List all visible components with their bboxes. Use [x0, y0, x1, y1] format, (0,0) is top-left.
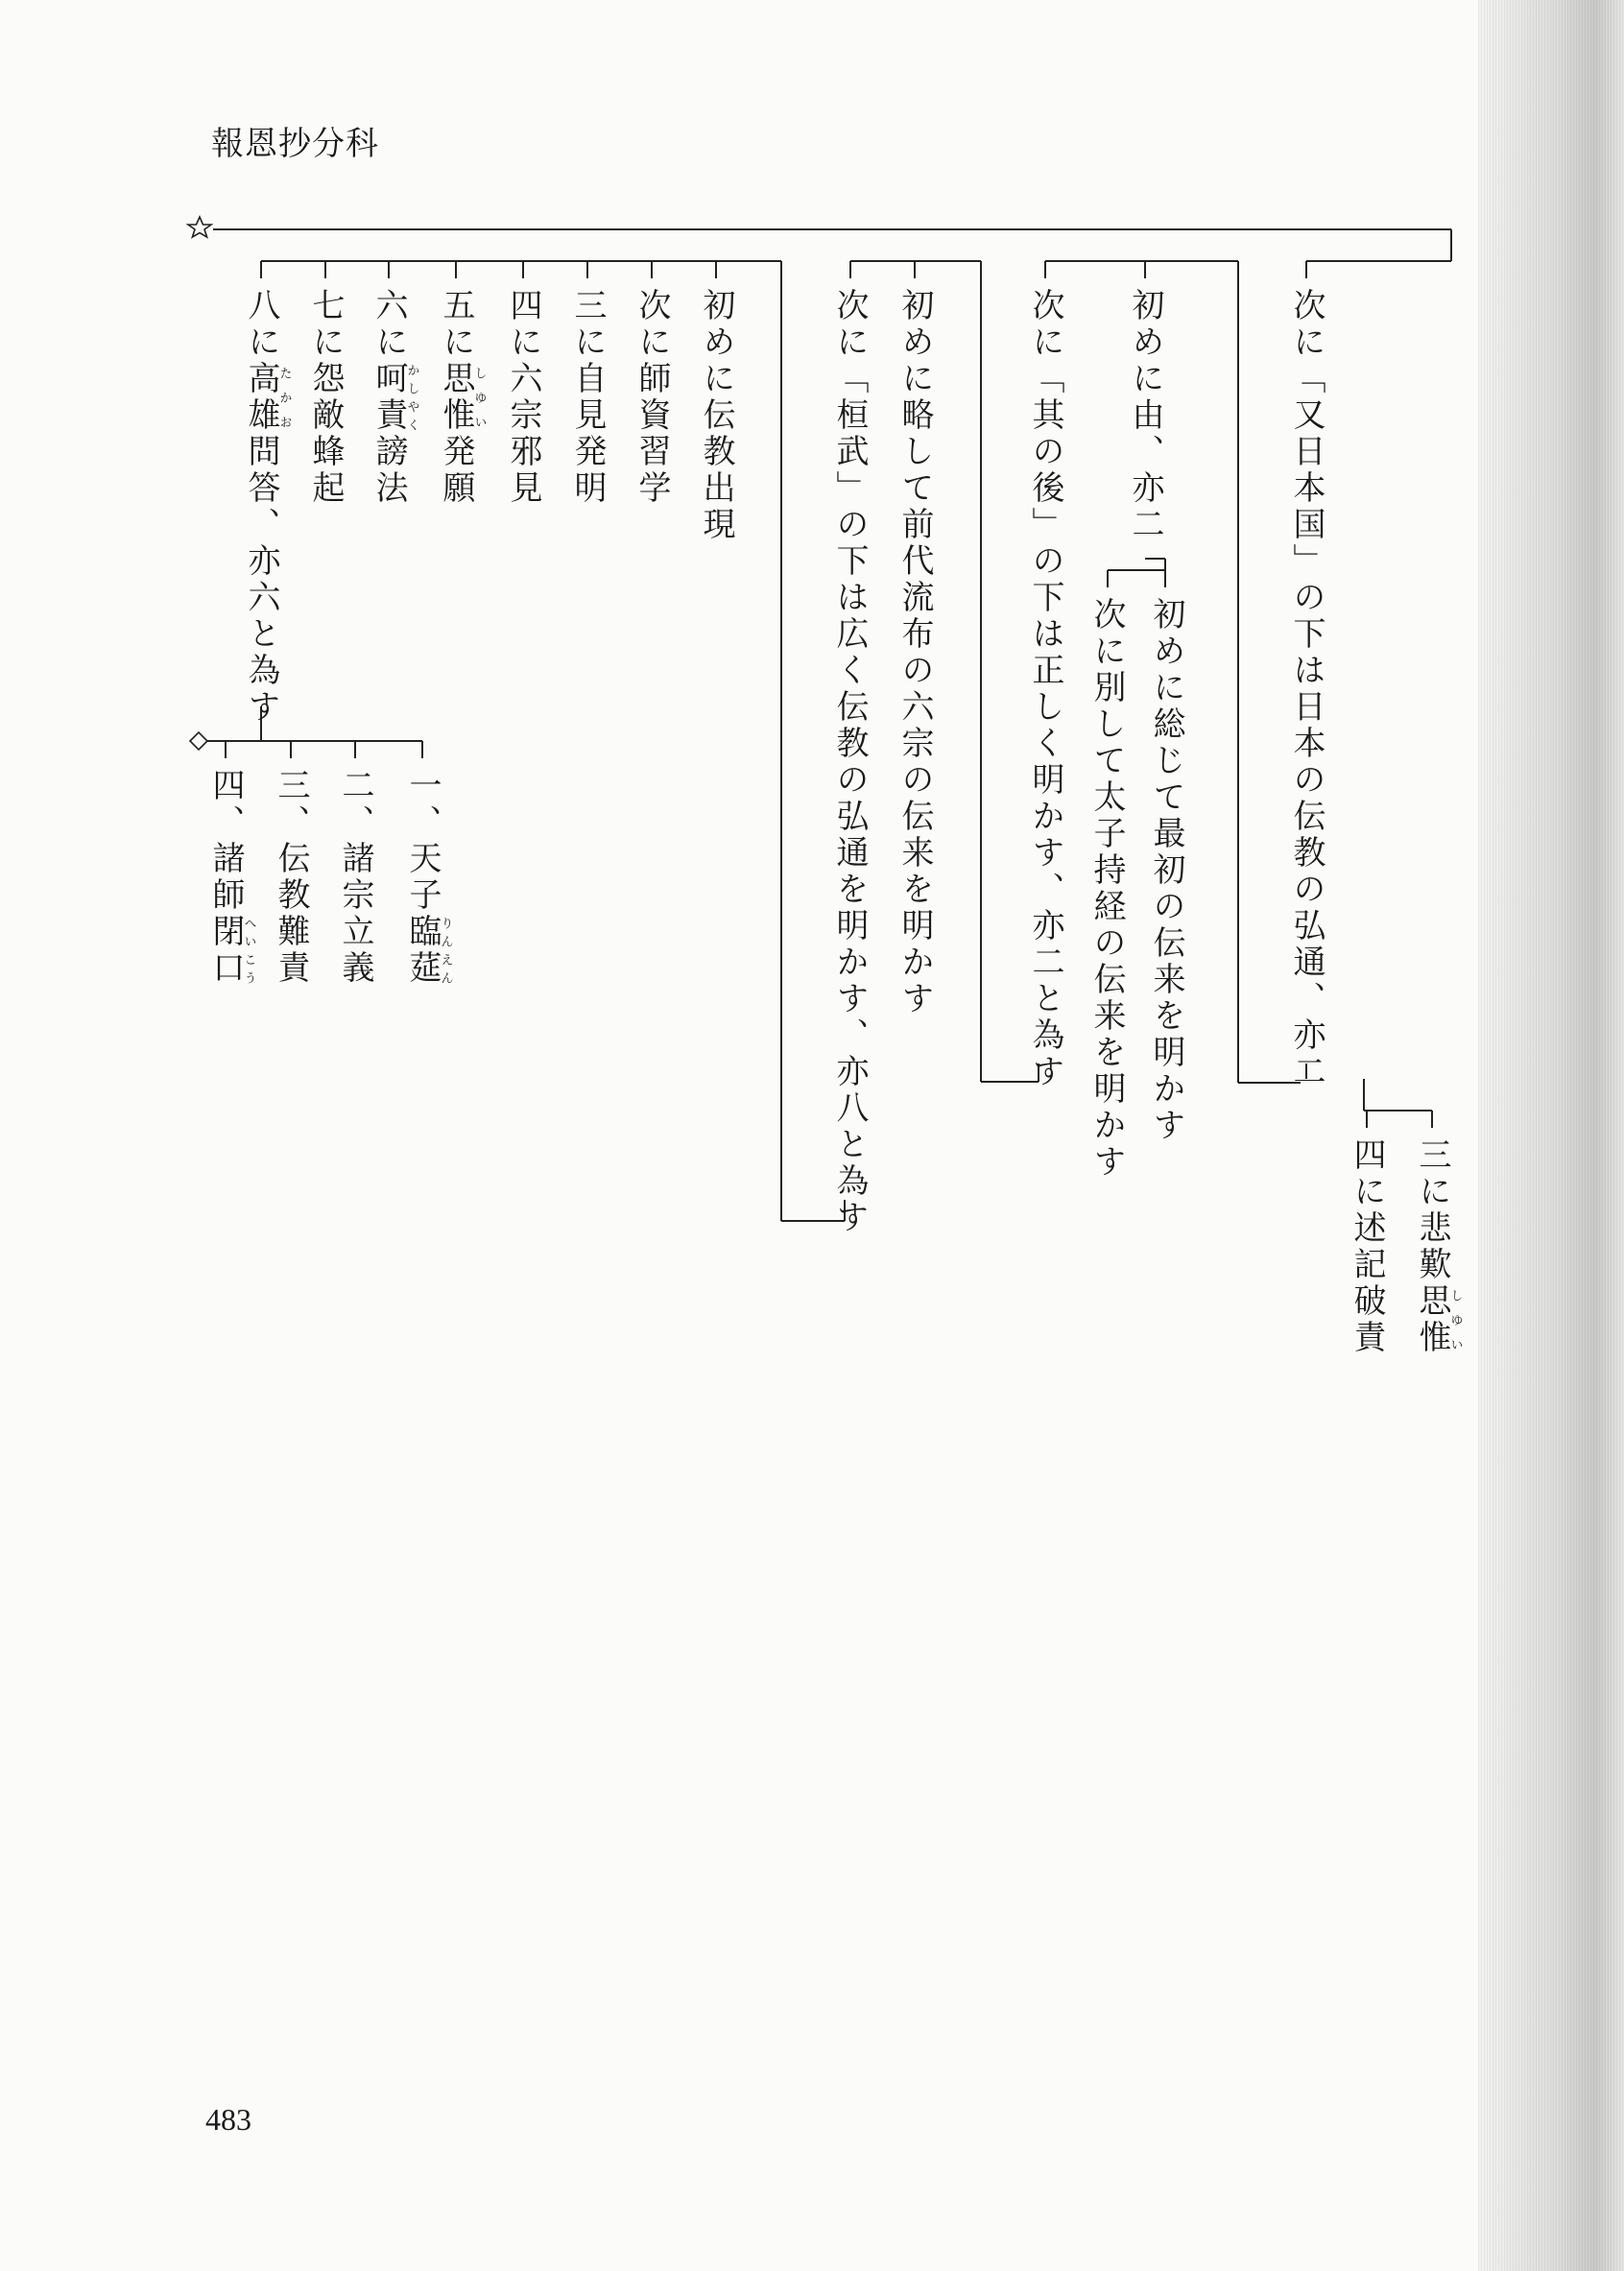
- eight-item-8: 八に高雄たかお問答、亦六と為す: [242, 288, 292, 726]
- six-item-4: 四、諸師閉口へいこう: [206, 768, 256, 987]
- entry-matayo-nihonkoku: 次に「又日本国」の下は日本の伝教の弘通、亦二: [1287, 288, 1325, 1090]
- eight-item-7: 七に怨敵蜂起: [306, 288, 345, 507]
- running-header: 報恩抄分科: [211, 125, 379, 163]
- page-number: 483: [205, 2102, 251, 2137]
- eight-item-1: 初めに伝教出現: [697, 288, 735, 543]
- six-item-1: 一、天子臨莚りんえん: [403, 768, 453, 987]
- entry-kanmu: 次に「桓武」の下は広く伝教の弘通を明かす、亦八と為す: [830, 288, 869, 1236]
- eight-item-4: 四に六宗邪見: [504, 288, 542, 507]
- tail-item-hitan-shiyui: 三に悲歎思惟しゆい: [1413, 1137, 1463, 1356]
- six-item-3: 三、伝教難責: [272, 768, 310, 987]
- eight-item-5: 五に思惟しゆい発願: [437, 288, 487, 507]
- eight-item-2: 次に師資習学: [633, 288, 671, 507]
- eight-item-6: 六に呵責かしやく謗法: [370, 288, 419, 507]
- eight-item-3: 三に自見発明: [568, 288, 607, 507]
- entry-hajime-ni-yoru: 初めに由、亦二: [1126, 288, 1164, 543]
- entry-zendai-rufu: 初めに略して前代流布の六宗の伝来を明かす: [896, 288, 934, 1017]
- entry-betsushite-taishi: 次に別して太子持経の伝来を明かす: [1087, 597, 1126, 1181]
- star-marker-icon: [188, 217, 211, 237]
- entry-sono-nochi: 次に「其の後」の下は正しく明かす、亦二と為す: [1026, 288, 1064, 1090]
- six-item-2: 二、諸宗立義: [336, 768, 374, 987]
- diamond-marker-icon: [190, 732, 207, 750]
- tail-item-jukki-haseki: 四に述記破責: [1348, 1137, 1386, 1356]
- entry-soujite-saisho: 初めに総じて最初の伝来を明かす: [1147, 597, 1185, 1144]
